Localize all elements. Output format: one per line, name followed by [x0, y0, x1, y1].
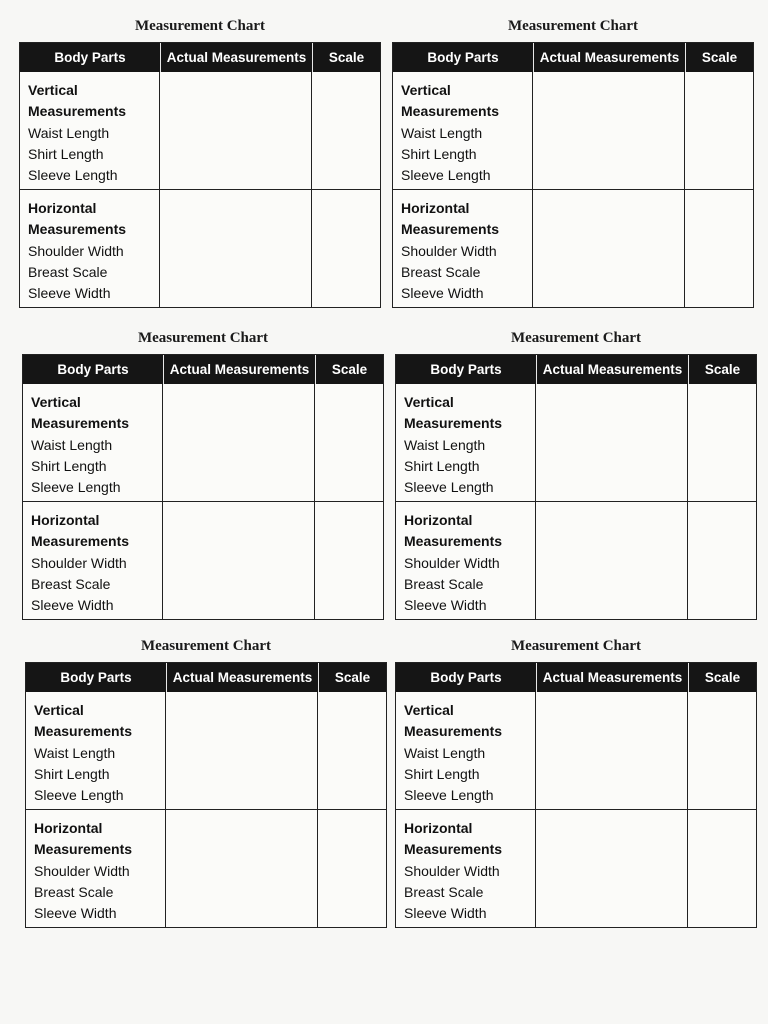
measurement-chart [22, 326, 384, 620]
table-header-row [396, 663, 756, 692]
table-header-row [23, 355, 383, 384]
group-heading: Measurements [401, 221, 500, 238]
group-heading: Horizontal [31, 512, 100, 528]
scale-cell[interactable] [688, 692, 756, 809]
table-row [396, 384, 756, 501]
group-heading: Measurements [404, 841, 503, 858]
group-heading: Vertical [401, 82, 451, 98]
body-parts-cell [393, 190, 533, 307]
body-parts-cell [396, 384, 536, 501]
scale-cell[interactable] [312, 72, 380, 189]
body-part-label: Breast Scale [404, 883, 484, 900]
header-scale: Scale [704, 670, 741, 685]
scale-cell[interactable] [312, 190, 380, 307]
table-header-row [396, 355, 756, 384]
header-body-parts: Body Parts [26, 663, 167, 692]
group-heading: Vertical [404, 394, 454, 410]
body-part-label: Shirt Length [31, 457, 107, 474]
scale-cell[interactable] [315, 384, 383, 501]
table-row [26, 809, 386, 927]
header-body-parts: Body Parts [393, 43, 534, 72]
body-part-label: Shirt Length [28, 145, 104, 162]
measurement-table [392, 42, 754, 308]
chart-title: Measurement Chart [507, 18, 639, 34]
body-part-label: Sleeve Length [401, 167, 491, 184]
measurement-table [25, 662, 387, 928]
table-header-row [20, 43, 380, 72]
body-part-label: Waist Length [34, 744, 116, 761]
actual-measurement-cell[interactable] [160, 190, 312, 307]
group-heading: Measurements [31, 533, 130, 550]
scale-cell[interactable] [685, 72, 753, 189]
table-row [393, 72, 753, 189]
body-part-label: Sleeve Length [34, 787, 124, 804]
header-actual-measurements: Actual Measurements [161, 43, 313, 72]
body-part-label: Shoulder Width [401, 242, 497, 259]
chart-title: Measurement Chart [510, 330, 642, 346]
body-part-label: Waist Length [404, 436, 486, 453]
body-part-label: Breast Scale [28, 263, 108, 280]
measurement-chart [395, 326, 757, 620]
measurement-table [19, 42, 381, 308]
header-actual-measurements: Actual Measurements [167, 663, 319, 692]
body-parts-cell [23, 502, 163, 619]
header-body-parts: Body Parts [20, 43, 161, 72]
group-heading: Measurements [401, 103, 500, 120]
body-part-label: Shirt Length [404, 765, 480, 782]
group-heading: Measurements [28, 103, 127, 120]
group-heading: Measurements [404, 415, 503, 432]
group-heading: Horizontal [401, 200, 470, 216]
actual-measurement-cell[interactable] [166, 692, 318, 809]
header-scale: Scale [328, 50, 365, 65]
actual-measurement-cell[interactable] [166, 810, 318, 927]
body-part-label: Waist Length [31, 436, 113, 453]
scale-cell[interactable] [688, 384, 756, 501]
body-part-label: Shirt Length [401, 145, 477, 162]
body-part-label: Sleeve Width [34, 905, 117, 922]
body-part-label: Shoulder Width [34, 862, 130, 879]
group-heading: Measurements [34, 841, 133, 858]
body-parts-cell [396, 692, 536, 809]
scale-cell[interactable] [688, 810, 756, 927]
table-row [20, 72, 380, 189]
header-actual-measurements: Actual Measurements [534, 43, 686, 72]
header-body-parts: Body Parts [396, 355, 537, 384]
header-actual-measurements: Actual Measurements [164, 355, 316, 384]
body-part-label: Sleeve Length [31, 479, 121, 496]
table-row [396, 501, 756, 619]
table-header-row [26, 663, 386, 692]
scale-cell[interactable] [318, 692, 386, 809]
actual-measurement-cell[interactable] [536, 692, 688, 809]
measurement-table [22, 354, 384, 620]
body-part-label: Sleeve Width [404, 597, 487, 614]
header-body-parts: Body Parts [23, 355, 164, 384]
header-scale: Scale [704, 362, 741, 377]
group-heading: Measurements [31, 415, 130, 432]
measurement-chart [392, 14, 754, 308]
body-parts-cell [396, 502, 536, 619]
body-part-label: Sleeve Length [404, 479, 494, 496]
body-parts-cell [20, 190, 160, 307]
group-heading: Horizontal [28, 200, 97, 216]
group-heading: Measurements [404, 723, 503, 740]
group-heading: Measurements [34, 723, 133, 740]
body-part-label: Breast Scale [31, 575, 111, 592]
chart-title: Measurement Chart [140, 638, 272, 654]
table-row [23, 501, 383, 619]
body-parts-cell [23, 384, 163, 501]
measurement-chart [395, 634, 757, 928]
table-row [396, 692, 756, 809]
header-scale: Scale [334, 670, 371, 685]
body-parts-cell [393, 72, 533, 189]
body-part-label: Shirt Length [404, 457, 480, 474]
actual-measurement-cell[interactable] [160, 72, 312, 189]
body-parts-cell [396, 810, 536, 927]
body-part-label: Shoulder Width [31, 554, 127, 571]
group-heading: Measurements [404, 533, 503, 550]
measurement-chart [19, 14, 381, 308]
header-scale: Scale [331, 362, 368, 377]
scale-cell[interactable] [685, 190, 753, 307]
body-parts-cell [26, 692, 166, 809]
body-part-label: Breast Scale [34, 883, 114, 900]
actual-measurement-cell[interactable] [163, 502, 315, 619]
body-part-label: Breast Scale [404, 575, 484, 592]
body-part-label: Sleeve Width [31, 597, 114, 614]
body-part-label: Sleeve Length [28, 167, 118, 184]
actual-measurement-cell[interactable] [536, 384, 688, 501]
body-part-label: Sleeve Width [401, 285, 484, 302]
body-part-label: Shirt Length [34, 765, 110, 782]
group-heading: Vertical [34, 702, 84, 718]
body-part-label: Shoulder Width [404, 862, 500, 879]
body-part-label: Sleeve Width [404, 905, 487, 922]
scale-cell[interactable] [318, 810, 386, 927]
chart-title: Measurement Chart [137, 330, 269, 346]
group-heading: Measurements [28, 221, 127, 238]
header-body-parts: Body Parts [396, 663, 537, 692]
body-parts-cell [20, 72, 160, 189]
body-parts-cell [26, 810, 166, 927]
body-part-label: Shoulder Width [404, 554, 500, 571]
body-part-label: Shoulder Width [28, 242, 124, 259]
body-part-label: Waist Length [28, 124, 110, 141]
scale-cell[interactable] [688, 502, 756, 619]
measurement-table [395, 662, 757, 928]
table-row [26, 692, 386, 809]
chart-title: Measurement Chart [510, 638, 642, 654]
body-part-label: Waist Length [401, 124, 483, 141]
group-heading: Vertical [31, 394, 81, 410]
header-actual-measurements: Actual Measurements [537, 663, 689, 692]
actual-measurement-cell[interactable] [163, 384, 315, 501]
table-row [396, 809, 756, 927]
group-heading: Vertical [404, 702, 454, 718]
group-heading: Horizontal [404, 820, 473, 836]
body-part-label: Sleeve Width [28, 285, 111, 302]
table-header-row [393, 43, 753, 72]
actual-measurement-cell[interactable] [536, 502, 688, 619]
actual-measurement-cell[interactable] [533, 72, 685, 189]
actual-measurement-cell[interactable] [536, 810, 688, 927]
scale-cell[interactable] [315, 502, 383, 619]
measurement-table [395, 354, 757, 620]
group-heading: Vertical [28, 82, 78, 98]
header-scale: Scale [701, 50, 738, 65]
actual-measurement-cell[interactable] [533, 190, 685, 307]
measurement-chart [25, 634, 387, 928]
table-row [20, 189, 380, 307]
body-part-label: Sleeve Length [404, 787, 494, 804]
group-heading: Horizontal [34, 820, 103, 836]
body-part-label: Waist Length [404, 744, 486, 761]
body-part-label: Breast Scale [401, 263, 481, 280]
chart-title: Measurement Chart [134, 18, 266, 34]
table-row [393, 189, 753, 307]
group-heading: Horizontal [404, 512, 473, 528]
table-row [23, 384, 383, 501]
header-actual-measurements: Actual Measurements [537, 355, 689, 384]
